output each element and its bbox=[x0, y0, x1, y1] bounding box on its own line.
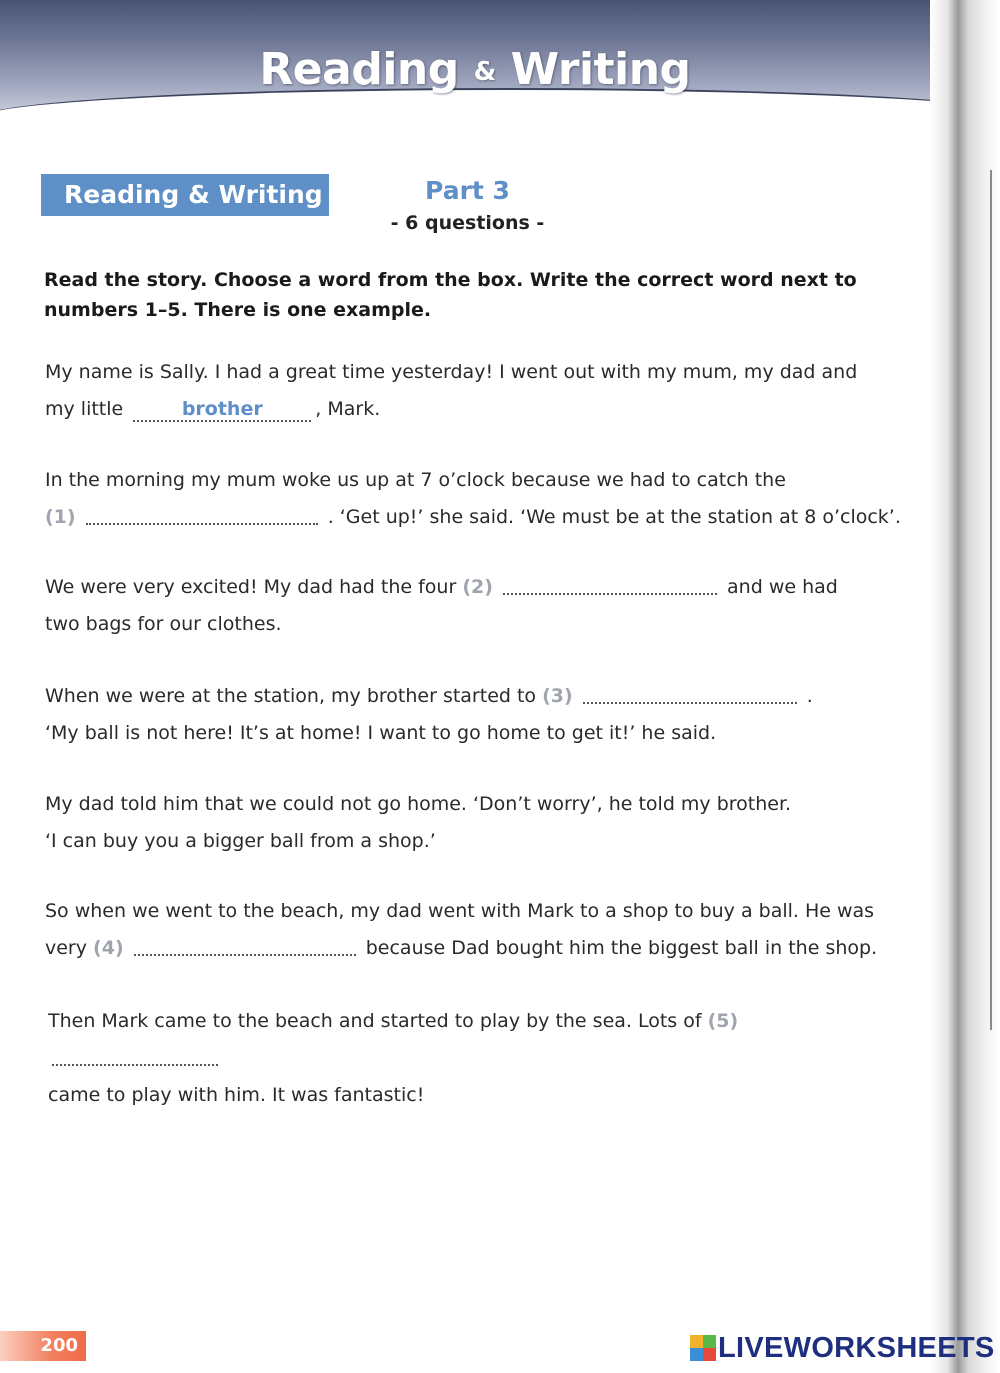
story-paragraph-3 bbox=[45, 678, 905, 752]
page-edge-line bbox=[990, 170, 992, 1030]
instructions: Read the story. Choose a word from the box. Write the correct word next to numbers 1–5. There is one example. bbox=[44, 269, 857, 321]
story-paragraph-4 bbox=[45, 786, 905, 860]
story-paragraph-6 bbox=[48, 1003, 908, 1114]
banner-title-writing: Writing bbox=[510, 44, 691, 95]
story-line: two bags for our clothes. bbox=[45, 613, 282, 635]
story-text: When we were at the station, my brother started to bbox=[45, 685, 537, 707]
story-paragraph-1 bbox=[45, 462, 905, 536]
story-line: In the morning my mum woke us up at 7 o’clock because we had to catch the bbox=[45, 469, 786, 491]
answer-blank-5[interactable] bbox=[52, 1046, 218, 1066]
banner-title-reading: Reading bbox=[259, 44, 459, 95]
story-text: , Mark. bbox=[315, 398, 381, 420]
story-text: very bbox=[45, 937, 87, 959]
part-title: Part 3 bbox=[425, 176, 510, 205]
story-text: . bbox=[806, 685, 813, 707]
story-paragraph-example bbox=[45, 354, 905, 428]
story-paragraph-2 bbox=[45, 569, 905, 643]
question-number-1: (1) bbox=[45, 506, 76, 528]
story-text: because Dad bought him the biggest ball in the shop. bbox=[365, 937, 878, 959]
story-line bbox=[45, 391, 905, 428]
banner-curve bbox=[0, 88, 1000, 150]
section-tag: Reading & Writing bbox=[41, 174, 329, 216]
story-text: . ‘Get up!’ she said. ‘We must be at the station at 8 o’clock’. bbox=[327, 506, 901, 528]
story-line: So when we went to the beach, my dad went with Mark to a shop to buy a ball. He was bbox=[45, 900, 875, 922]
question-number-4: (4) bbox=[93, 937, 124, 959]
story-line bbox=[45, 499, 905, 536]
story-paragraph-5 bbox=[45, 893, 905, 967]
story-line bbox=[45, 930, 905, 967]
story-line bbox=[45, 569, 905, 606]
answer-blank-4[interactable] bbox=[134, 936, 356, 956]
story-text: and we had bbox=[727, 576, 838, 598]
story-line bbox=[45, 678, 905, 715]
question-number-3: (3) bbox=[542, 685, 573, 707]
banner-title bbox=[0, 44, 950, 95]
story-text: Then Mark came to the beach and started to play by the sea. Lots of bbox=[48, 1010, 702, 1032]
question-number-2: (2) bbox=[462, 576, 493, 598]
answer-blank-1[interactable] bbox=[86, 505, 318, 525]
story-line: My dad told him that we could not go home. ‘Don’t worry’, he told my brother. bbox=[45, 793, 792, 815]
story-text: my little bbox=[45, 398, 124, 420]
example-answer: brother bbox=[133, 398, 311, 422]
brand-name: LIVEWORKSHEETS bbox=[718, 1331, 995, 1364]
story-line: came to play with him. It was fantastic! bbox=[48, 1084, 425, 1106]
answer-blank-3[interactable] bbox=[583, 684, 797, 704]
question-number-5: (5) bbox=[707, 1010, 739, 1032]
banner-title-ampersand: & bbox=[473, 57, 496, 87]
story-line: ‘My ball is not here! It’s at home! I want to go home to get it!’ he said. bbox=[45, 722, 717, 744]
question-count: - 6 questions - bbox=[390, 212, 545, 234]
story-line: ‘I can buy you a bigger ball from a shop.’ bbox=[45, 830, 436, 852]
answer-blank-2[interactable] bbox=[503, 575, 717, 595]
story-line: My name is Sally. I had a great time yesterday! I went out with my mum, my dad and bbox=[45, 361, 858, 383]
page-number: 200 bbox=[0, 1331, 86, 1361]
liveworksheets-logo-icon bbox=[690, 1335, 716, 1361]
story-line bbox=[48, 1003, 908, 1077]
liveworksheets-brand bbox=[690, 1332, 995, 1364]
story-text: We were very excited! My dad had the four bbox=[45, 576, 457, 598]
